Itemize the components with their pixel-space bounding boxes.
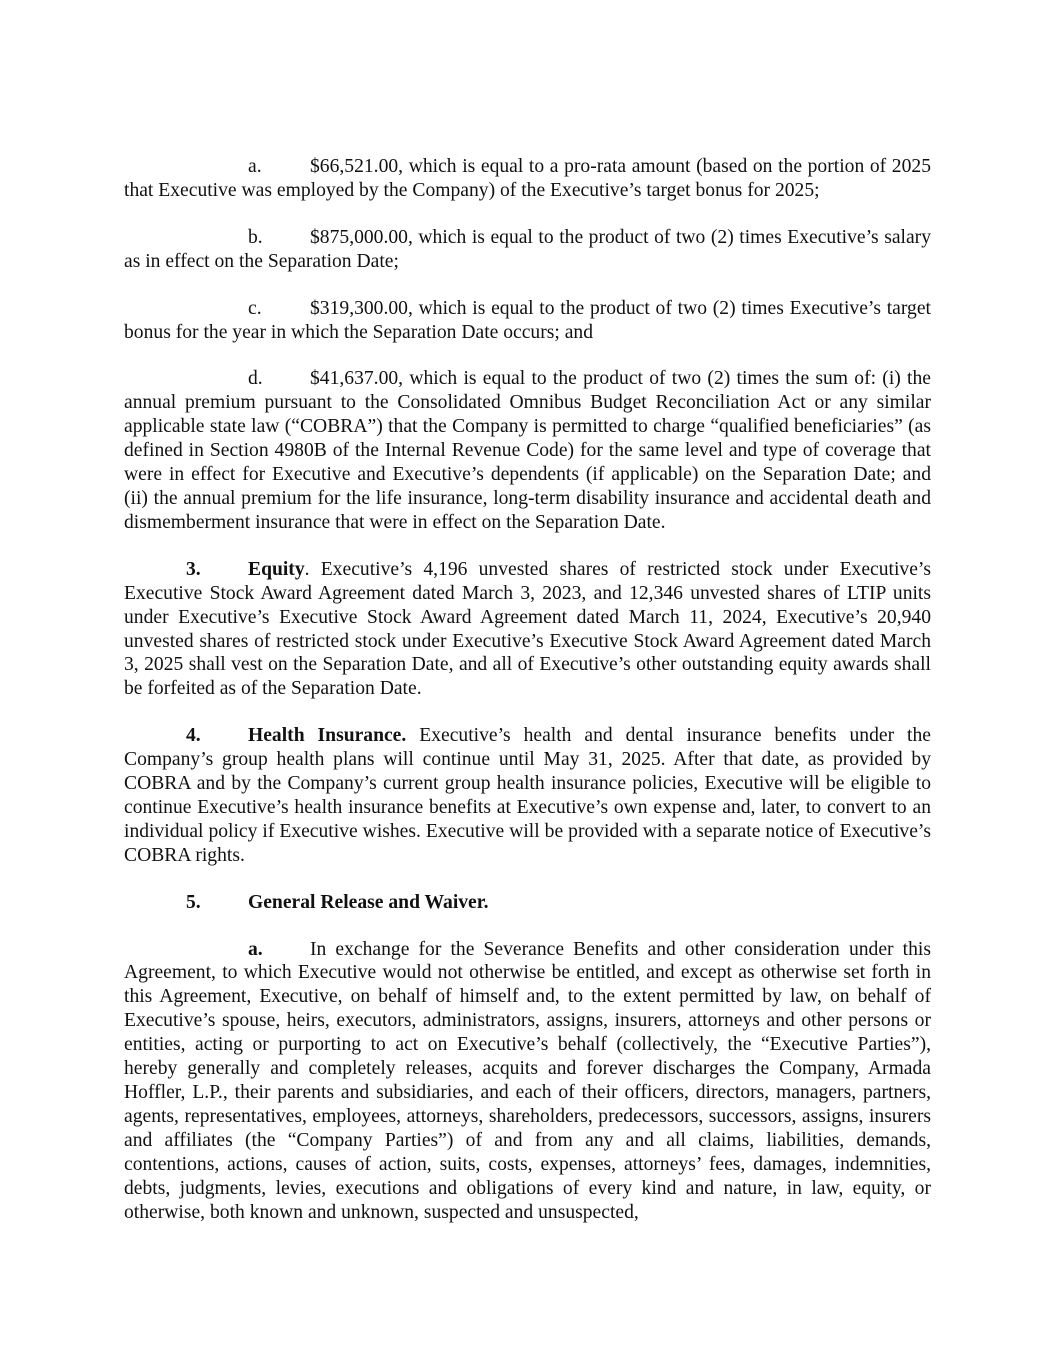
clause-2b bbox=[124, 226, 931, 274]
clause-text: $41,637.00, which is equal to the product of two (2) times the sum of: (i) the annual premium pursuant to the Consolidated Omnibus Budget Reconciliation Act or any similar applicable state law (“COBRA”) that the Company is permitted to charge “qualified beneficiaries” (as defined in Section 4980B of the Internal Revenue Code) for the same level and type of coverage that were in effect for Executive and Executive’s dependents (if applicable) on the Separation Date; and (ii) the annual premium for the life insurance, long-term disability insurance and accidental death and dismemberment insurance that were in effect on the Separation Date. bbox=[124, 368, 931, 533]
clause-number: c. bbox=[248, 297, 262, 319]
section-number: 4. bbox=[186, 725, 201, 747]
section-number: 3. bbox=[186, 558, 201, 580]
clause-text: $319,300.00, which is equal to the product of two (2) times Executive’s target bonus for the year in which the Separation Date occurs; and bbox=[124, 297, 931, 343]
section-text: Executive’s health and dental insurance benefits under the Company’s group health plans will continue until May 31, 2025. After that date, as provided by COBRA and by the Company’s current group health insurance policies, Executive will be eligible to continue Executive’s health insurance benefits at Executive’s own expense and, later, to convert to an individual policy if Executive wishes. Executive will be provided with a separate notice of Executive’s COBRA rights. bbox=[124, 725, 931, 866]
document-page bbox=[124, 155, 931, 1224]
clause-number: b. bbox=[248, 226, 263, 248]
clause-text: In exchange for the Severance Benefits and other consideration under this Agreement, to which Executive would not otherwise be entitled, and except as otherwise set forth in this Agreement, Executive, on behalf of himself and, to the extent permitted by law, on behalf of Executive’s spouse, heirs, executors, administrators, assigns, insurers, attorneys and other persons or entities, acting or purporting to act on Executive’s behalf (collectively, the “Executive Parties”), hereby generally and completely releases, acquits and forever discharges the Company, Armada Hoffler, L.P., their parents and subsidiaries, and each of their officers, directors, managers, partners, agents, representatives, employees, attorneys, shareholders, predecessors, successors, assigns, insurers and affiliates (the “Company Parties”) of and from any and all claims, liabilities, demands, contentions, actions, causes of action, suits, costs, expenses, attorneys’ fees, damages, indemnities, debts, judgments, levies, executions and obligations of every kind and nature, in law, equity, or otherwise, both known and unknown, suspected and unsuspected, bbox=[124, 938, 931, 1223]
clause-text: $875,000.00, which is equal to the product of two (2) times Executive’s salary as in effect on the Separation Date; bbox=[124, 226, 931, 272]
section-5-general-release bbox=[124, 891, 931, 915]
section-text: . Executive’s 4,196 unvested shares of restricted stock under Executive’s Executive Stock Award Agreement dated March 3, 2023, and 12,346 unvested shares of LTIP units under Executive’s Executive Stock Award Agreement dated March 11, 2024, Executive’s 20,940 unvested shares of restricted stock under Executive’s Executive Stock Award Agreement dated March 3, 2025 shall vest on the Separation Date, and all of Executive’s other outstanding equity awards shall be forfeited as of the Separation Date. bbox=[124, 558, 931, 700]
clause-2a bbox=[124, 155, 931, 203]
clause-2d bbox=[124, 367, 931, 534]
clause-number: a. bbox=[248, 938, 263, 960]
section-number: 5. bbox=[186, 891, 201, 913]
section-heading: Health Insurance. bbox=[248, 725, 407, 747]
section-4-health-insurance bbox=[124, 724, 931, 867]
clause-text: $66,521.00, which is equal to a pro-rata amount (based on the portion of 2025 that Executive was employed by the Company) of the Executive’s target bonus for 2025; bbox=[124, 156, 931, 201]
clause-number: a. bbox=[248, 156, 262, 177]
clause-5a bbox=[124, 938, 931, 1225]
clause-2c bbox=[124, 297, 931, 345]
clause-number: d. bbox=[248, 368, 263, 390]
section-heading: General Release and Waiver. bbox=[248, 891, 489, 913]
section-3-equity bbox=[124, 558, 931, 701]
section-heading: Equity bbox=[248, 558, 305, 580]
